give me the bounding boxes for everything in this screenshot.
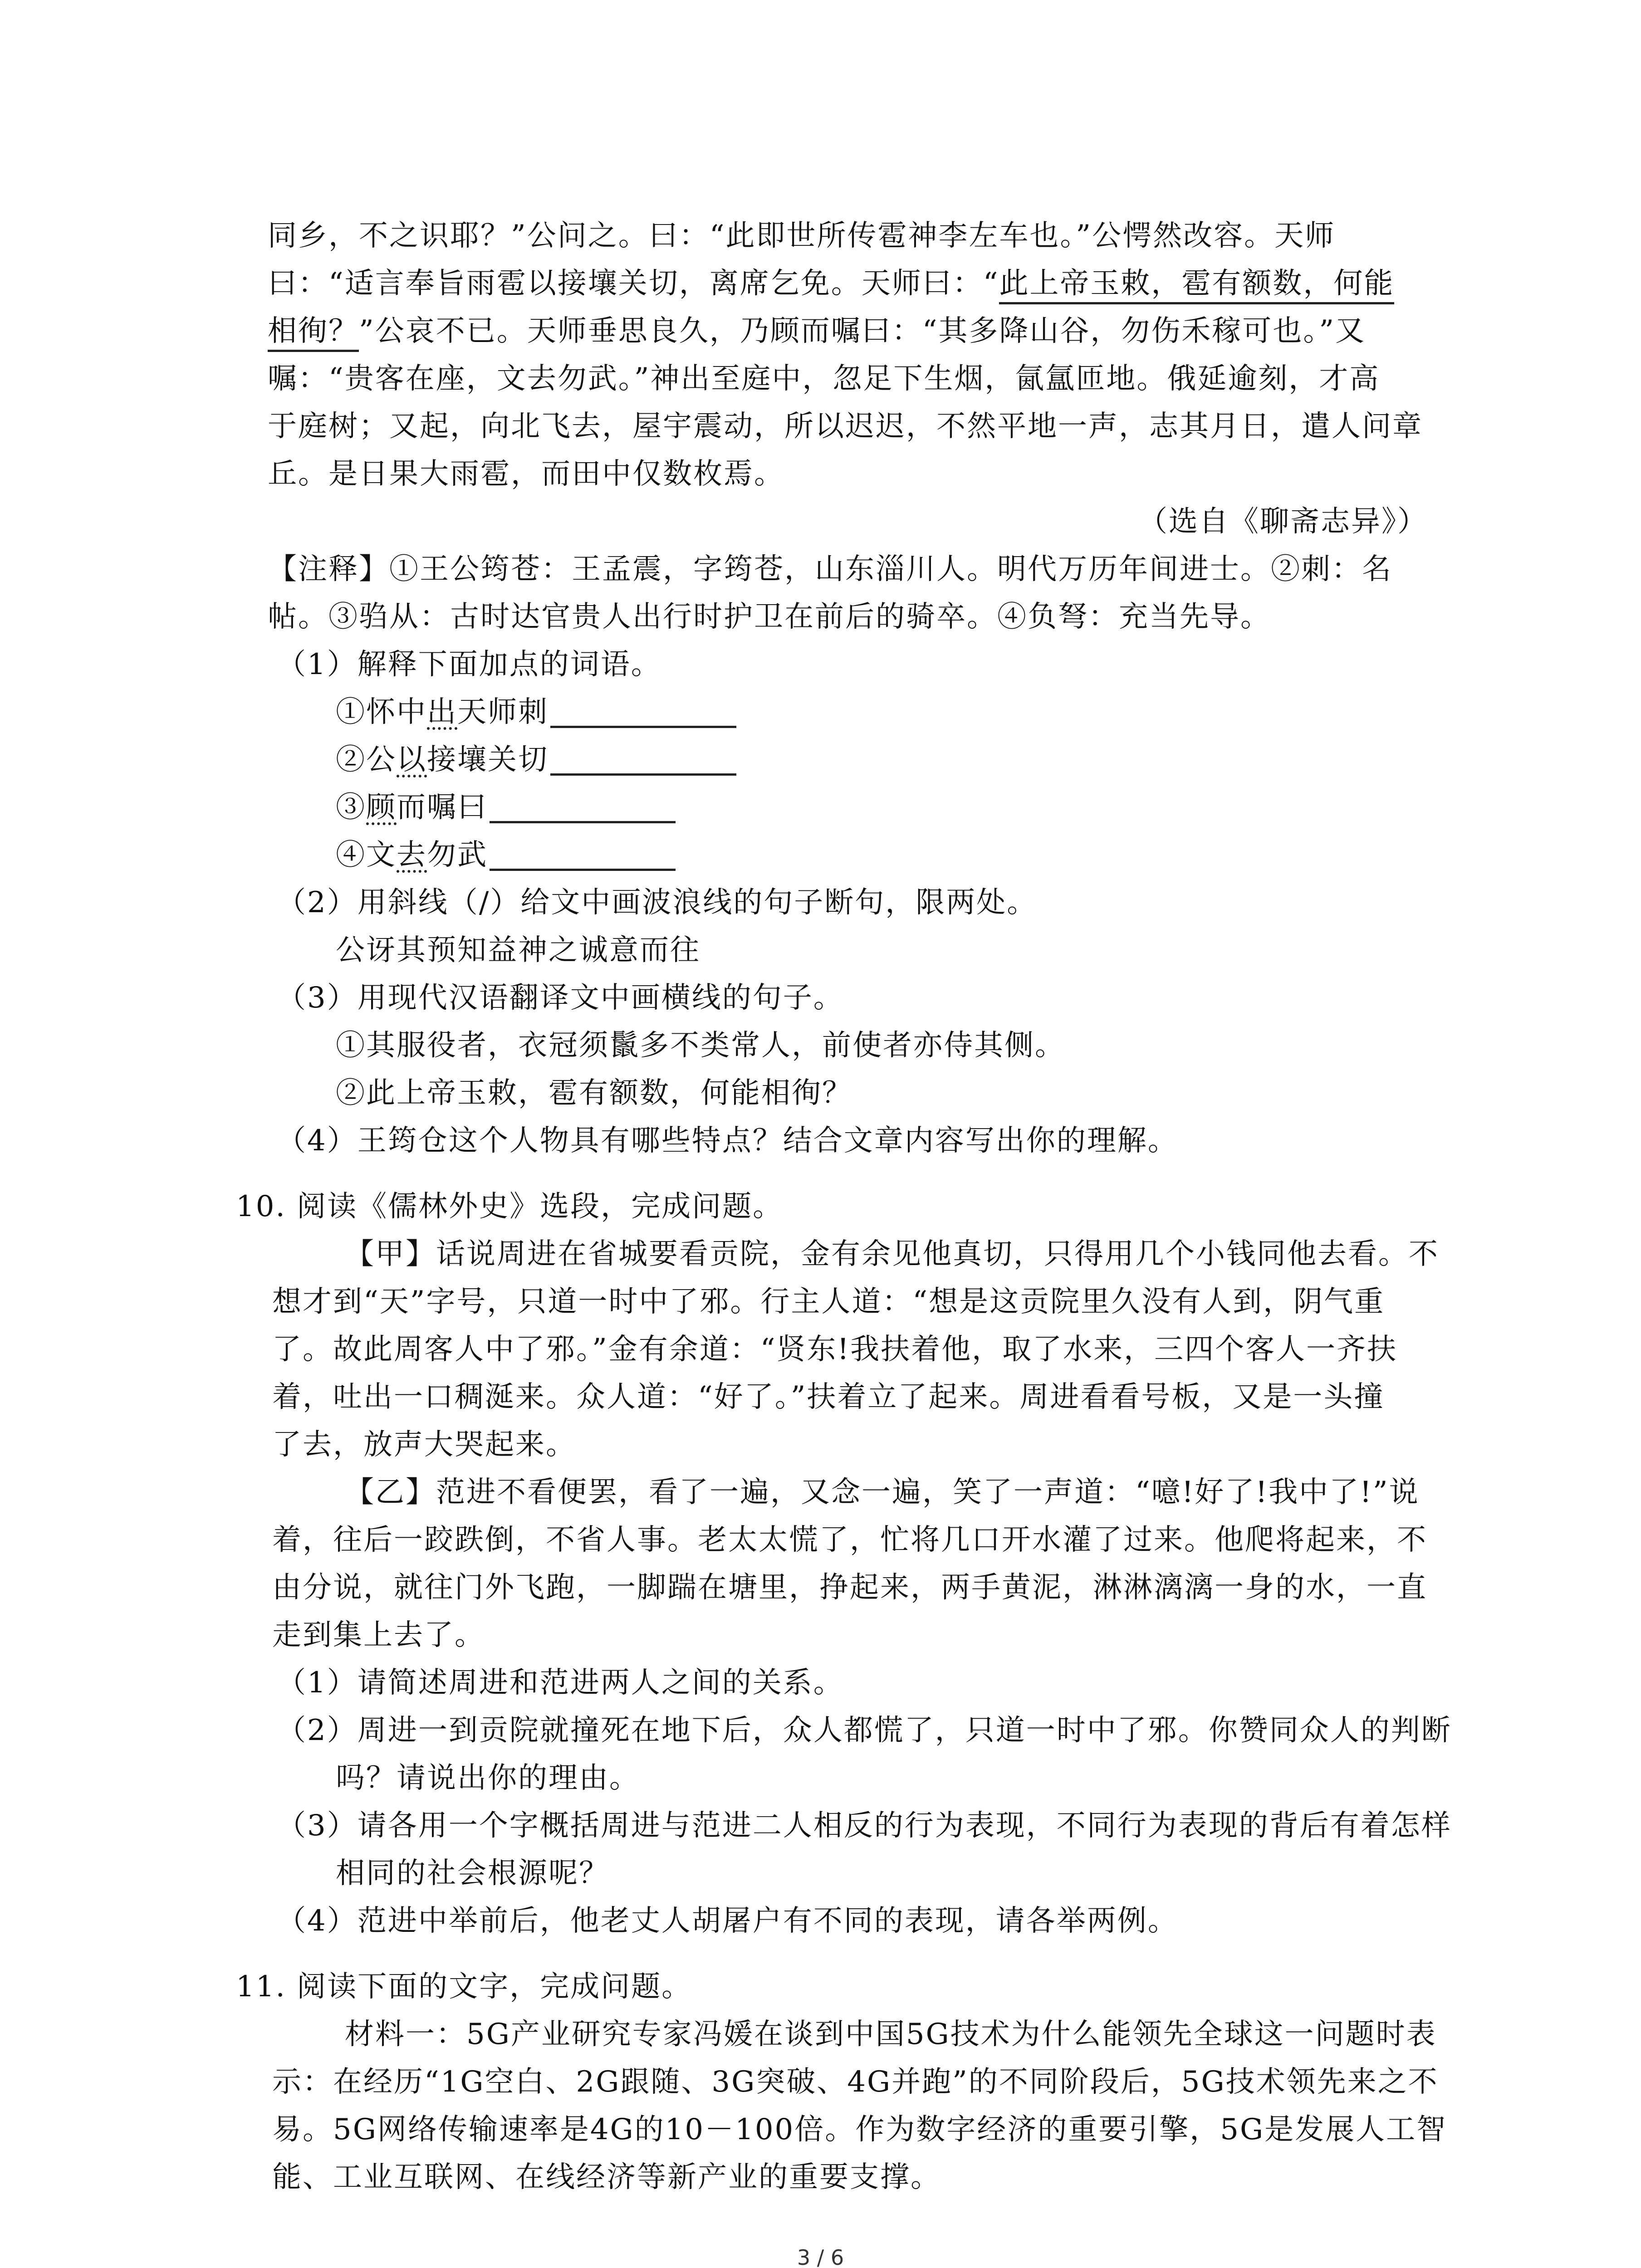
question-item-cont: 吗？请说出你的理由。 — [336, 1761, 640, 1795]
notes-line: 帖。③驺从：古时达官贵人出行时护卫在前后的骑卒。④负弩：充当先导。 — [268, 600, 1271, 634]
passage-text: ”公哀不已。天师垂思良久，乃顾而嘱曰：“其多降山谷，勿伤禾稼可也。”又 — [359, 314, 1366, 348]
passage-line — [268, 308, 1366, 354]
excerpt-line: 由分说，就往门外飞跑，一脚踹在塘里，挣起来，两手黄泥，淋淋漓漓一身的水，一直 — [272, 1571, 1427, 1604]
question-item: （1）请简述周进和范进两人之间的关系。 — [277, 1666, 844, 1700]
underlined-sentence: 相徇？ — [268, 314, 359, 352]
excerpt-line: 【乙】范进不看便罢，看了一遍，又念一遍，笑了一声道：“噫!好了!我中了!”说 — [345, 1476, 1420, 1509]
vocab-item — [336, 737, 736, 782]
question-item: （4）王筠仓这个人物具有哪些特点？结合文章内容写出你的理解。 — [277, 1124, 1178, 1158]
excerpt-line: 想才到“天”字号，只道一时中了邪。行主人道：“想是这贡院里久没有人到，阴气重 — [272, 1285, 1385, 1319]
passage-line — [268, 261, 1394, 306]
question-item: （2）周进一到贡院就撞死在地下后，众人都慌了，只道一时中了邪。你赞同众人的判断 — [277, 1714, 1452, 1747]
vocab-text: 而嘱曰 — [397, 791, 488, 824]
question-item: （2）用斜线（/）给文中画波浪线的句子断句，限两处。 — [277, 886, 1038, 919]
question-item: （4）范进中举前后，他老丈人胡屠户有不同的表现，请各举两例。 — [277, 1904, 1178, 1938]
punctuation-sentence: 公讶其预知益神之诚意而往 — [336, 934, 700, 967]
vocab-text: ③ — [336, 791, 366, 824]
answer-blank[interactable] — [490, 837, 676, 871]
vocab-text: ②公 — [336, 743, 397, 777]
dotted-word: 去 — [397, 838, 427, 872]
excerpt-line: 着，往后一跤跌倒，不省人事。老太太慌了，忙将几口开水灌了过来。他爬将起来，不 — [272, 1523, 1427, 1557]
translation-sentence: ②此上帝玉敕，雹有额数，何能相徇？ — [336, 1076, 852, 1110]
excerpt-line: 走到集上去了。 — [272, 1618, 485, 1652]
material-line: 材料一：5G产业研究专家冯媛在谈到中国5G技术为什么能领先全球这一问题时表 — [345, 2018, 1437, 2051]
excerpt-line: 了去，放声大哭起来。 — [272, 1428, 576, 1461]
passage-text: 曰：“适言奉旨雨雹以接壤关切，离席乞免。天师曰：“ — [268, 267, 999, 300]
passage-line: 嘱：“贵客在座，文去勿武。”神出至庭中，忽足下生烟，氤氲匝地。俄延逾刻，才高 — [268, 362, 1380, 396]
material-line: 能、工业互联网、在线经济等新产业的重要支撑。 — [272, 2160, 941, 2194]
vocab-item — [336, 832, 676, 878]
passage-line: 于庭树；又起，向北飞去，屋宇震动，所以迟迟，不然平地一声，志其月日，遣人问章 — [268, 410, 1423, 443]
answer-blank[interactable] — [550, 742, 736, 776]
vocab-text: ④文 — [336, 838, 397, 872]
material-line: 示：在经历“1G空白、2G跟随、3G突破、4G并跑”的不同阶段后，5G技术领先来之不 — [272, 2065, 1439, 2099]
dotted-word: 以 — [397, 743, 427, 777]
underlined-sentence: 此上帝玉敕，雹有额数，何能 — [999, 267, 1394, 304]
translation-sentence: ①其服役者，衣冠须鬛多不类常人，前使者亦侍其侧。 — [336, 1029, 1065, 1062]
vocab-text: ①怀中 — [336, 695, 427, 729]
question-item: （3）请各用一个字概括周进与范进二人相反的行为表现，不同行为表现的背后有着怎样 — [277, 1809, 1452, 1843]
excerpt-line: 了。故此周客人中了邪。”金有余道：“贤东!我扶着他，取了水来，三四个客人一齐扶 — [272, 1333, 1398, 1366]
vocab-text: 天师刺 — [457, 695, 549, 729]
passage-line: 丘。是日果大雨雹，而田中仅数枚焉。 — [268, 457, 784, 491]
page-number: 3 / 6 — [797, 2245, 844, 2268]
question-item: （3）用现代汉语翻译文中画横线的句子。 — [277, 981, 844, 1015]
answer-blank[interactable] — [550, 694, 736, 728]
passage-line: 同乡，不之识耶？”公问之。曰：“此即世所传雹神李左车也。”公愕然改容。天师 — [268, 219, 1336, 253]
question-title: 11. 阅读下面的文字，完成问题。 — [236, 1970, 692, 2004]
vocab-item — [336, 689, 736, 735]
dotted-word: 出 — [427, 695, 457, 729]
vocab-text: 接壤关切 — [427, 743, 549, 777]
source-citation: （选自《聊斋志异》） — [1138, 505, 1428, 538]
excerpt-line: 着，吐出一口稠涎来。众人道：“好了。”扶着立了起来。周进看看号板，又是一头撞 — [272, 1380, 1385, 1414]
vocab-text: 勿武 — [427, 838, 488, 872]
excerpt-line: 【甲】话说周进在省城要看贡院，金有余见他真切，只得用几个小钱同他去看。不 — [345, 1237, 1439, 1271]
answer-blank[interactable] — [490, 789, 676, 823]
material-line: 易。5G网络传输速率是4G的10－100倍。作为数字经济的重要引擎，5G是发展人工智 — [272, 2113, 1447, 2146]
notes-line: 【注释】①王公筠苍：王孟震，字筠苍，山东淄川人。明代万历年间进士。②刺：名 — [268, 552, 1392, 586]
dotted-word: 顾 — [366, 791, 397, 824]
vocab-item — [336, 785, 676, 830]
question-item: （1）解释下面加点的词语。 — [277, 648, 661, 681]
question-item-cont: 相同的社会根源呢？ — [336, 1857, 609, 1890]
question-title: 10. 阅读《儒林外史》选段，完成问题。 — [236, 1190, 784, 1223]
